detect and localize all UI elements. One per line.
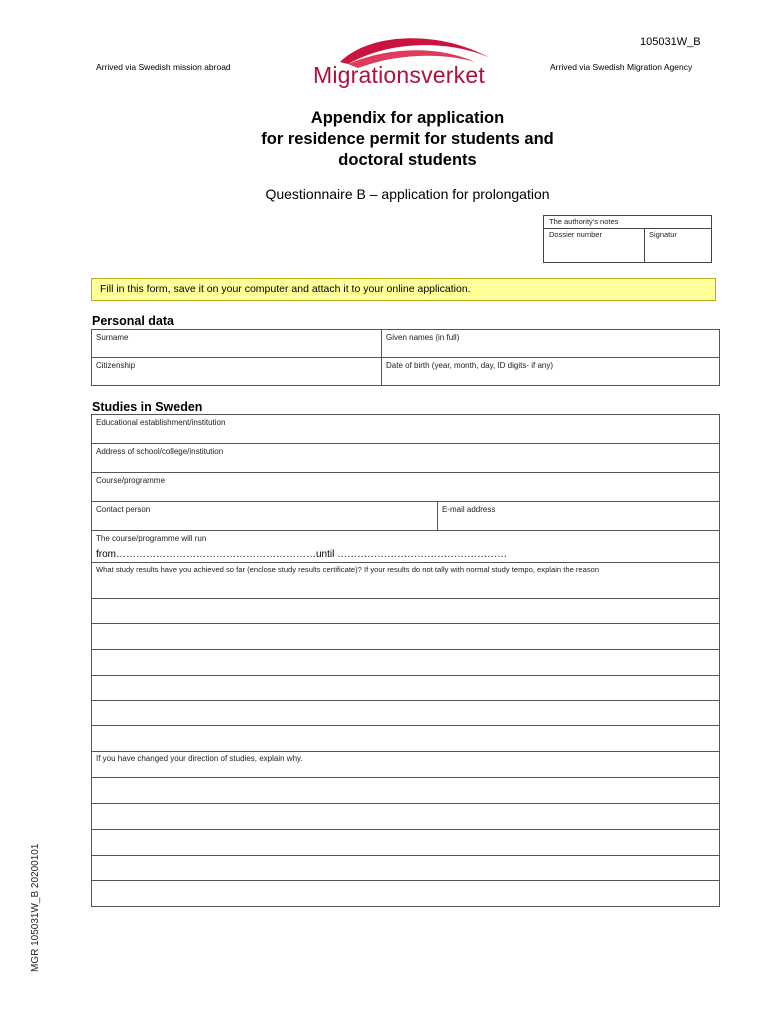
studies-heading: Studies in Sweden (92, 400, 203, 414)
personal-data-table (91, 329, 720, 386)
answer-line (92, 880, 719, 881)
given-names-field[interactable] (382, 330, 719, 357)
surname-field[interactable] (92, 330, 381, 357)
arrived-agency-label: Arrived via Swedish Migration Agency (550, 62, 693, 72)
address-label: Address of school/college/institution (96, 447, 224, 456)
from-until-line: from……………………………………………………until …………………………………………… (96, 549, 508, 560)
direction-change-field[interactable] (92, 751, 719, 777)
establishment-label: Educational establishment/institution (96, 418, 226, 427)
answer-line (92, 700, 719, 701)
page-title-line2: for residence permit for students and (261, 130, 554, 148)
address-field[interactable] (92, 444, 719, 472)
establishment-field[interactable] (92, 415, 719, 443)
answer-line (92, 829, 719, 830)
course-field[interactable] (92, 473, 719, 501)
answer-line (92, 623, 719, 624)
authority-notes-box (543, 215, 712, 263)
authority-notes-heading (544, 216, 711, 229)
answer-line (92, 598, 719, 599)
study-results-label: What study results have you achieved so far (enclose study results certificate)? If your results do not tally with normal study tempo, explain the reason (96, 565, 600, 574)
page-title-line1: Appendix for application (310, 109, 505, 127)
course-period-field[interactable] (92, 531, 719, 562)
citizenship-label: Citizenship (96, 361, 136, 370)
email-label: E-mail address (442, 505, 496, 514)
course-label: Course/programme (96, 476, 165, 485)
answer-line (92, 649, 719, 650)
arrived-mission-label: Arrived via Swedish mission abroad (96, 62, 231, 72)
notes-divider (644, 228, 645, 262)
answer-line (92, 777, 719, 778)
date-of-birth-label: Date of birth (year, month, day, ID digits- if any) (386, 361, 554, 370)
email-field[interactable] (438, 502, 719, 530)
authority-notes-heading-text: The authority's notes (549, 217, 619, 226)
answer-line (92, 855, 719, 856)
personal-data-heading: Personal data (92, 314, 174, 328)
direction-change-label: If you have changed your direction of studies, explain why. (96, 754, 303, 763)
surname-label: Surname (96, 333, 129, 342)
side-form-code: MGR 105031W_B 20200101 (30, 843, 41, 972)
study-results-field[interactable] (92, 562, 719, 598)
date-of-birth-field[interactable] (382, 358, 719, 385)
form-code: 105031W_B (640, 36, 701, 48)
signature-label: Signatur (649, 230, 677, 239)
instruction-banner (91, 278, 716, 301)
page-subtitle: Questionnaire B – application for prolongation (265, 186, 550, 202)
answer-line (92, 675, 719, 676)
answer-line (92, 725, 719, 726)
studies-table (91, 414, 720, 907)
instruction-banner-text: Fill in this form, save it on your computer and attach it to your online application. (100, 283, 471, 295)
logo-text: Migrationsverket (313, 62, 485, 88)
contact-person-label: Contact person (96, 505, 151, 514)
contact-person-field[interactable] (92, 502, 437, 530)
answer-line (92, 803, 719, 804)
page-title-line3: doctoral students (338, 151, 477, 169)
course-period-label: The course/programme will run (96, 534, 207, 543)
given-names-label: Given names (in full) (386, 333, 460, 342)
dossier-number-label: Dossier number (549, 230, 602, 239)
citizenship-field[interactable] (92, 358, 381, 385)
